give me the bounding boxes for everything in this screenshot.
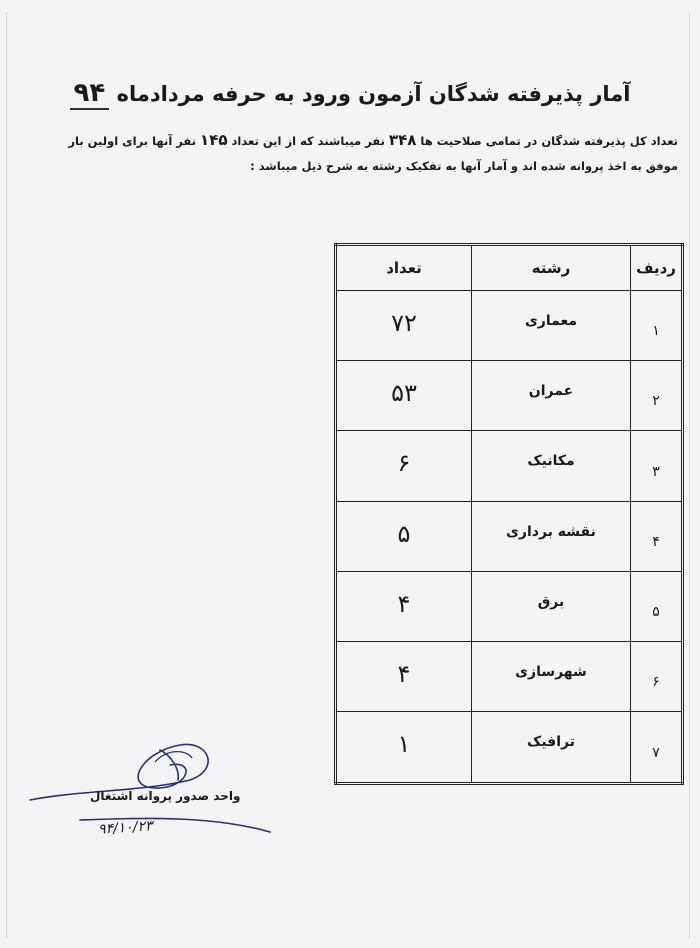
row-field: شهرسازی [472, 642, 631, 712]
table-row [336, 361, 683, 431]
row-number: ۱ [631, 291, 683, 361]
row-field: برق [472, 571, 631, 641]
signature-unit: واحد صدور پروانه اشتغال [90, 789, 241, 803]
row-field: نقشه برداری [472, 501, 631, 571]
row-number: ۳ [631, 431, 683, 501]
intro-text-2: نفر میباشند که از این تعداد [231, 134, 385, 148]
row-count: ۴ [336, 571, 472, 641]
row-field: ترافیک [472, 712, 631, 784]
row-count: ۵۳ [336, 361, 472, 431]
row-number: ۷ [631, 712, 683, 784]
table-row [336, 571, 683, 641]
row-count: ۵ [336, 501, 472, 571]
row-field: مکانیک [472, 431, 631, 501]
title-year: ۹۴ [70, 78, 110, 110]
table-row [336, 431, 683, 501]
row-field: معماری [472, 291, 631, 361]
header-row-number: ردیف [631, 245, 683, 291]
table-row [336, 712, 683, 784]
signature-date: ۹۴/۱۰/۲۳ [97, 818, 154, 838]
row-number: ۴ [631, 501, 683, 571]
row-count: ۷۲ [336, 291, 472, 361]
row-number: ۶ [631, 642, 683, 712]
table-row [336, 291, 683, 361]
table-row [336, 501, 683, 571]
header-field: رشته [472, 245, 631, 291]
page-title [0, 78, 700, 108]
intro-first-time: ۱۴۵ [200, 131, 228, 149]
row-number: ۲ [631, 361, 683, 431]
stats-table [334, 243, 684, 785]
row-count: ۴ [336, 642, 472, 712]
intro-text-3: نفر آنها برای اولین بار موفق به اخذ پروانه شده اند و آمار آنها به تفکیک رشته به شرح ذیل میباشد : [68, 134, 678, 173]
header-count: تعداد [336, 245, 472, 291]
title-text: آمار پذیرفته شدگان آزمون ورود به حرفه مردادماه [116, 82, 631, 106]
table-header-row [336, 245, 683, 291]
row-count: ۶ [336, 431, 472, 501]
row-number: ۵ [631, 571, 683, 641]
intro-text-1: تعداد کل پذیرفته شدگان در تمامی صلاحیت ها [420, 134, 678, 148]
row-field: عمران [472, 361, 631, 431]
table-row [336, 642, 683, 712]
row-count: ۱ [336, 712, 472, 784]
intro-paragraph [58, 128, 678, 179]
intro-total: ۳۴۸ [388, 131, 417, 149]
